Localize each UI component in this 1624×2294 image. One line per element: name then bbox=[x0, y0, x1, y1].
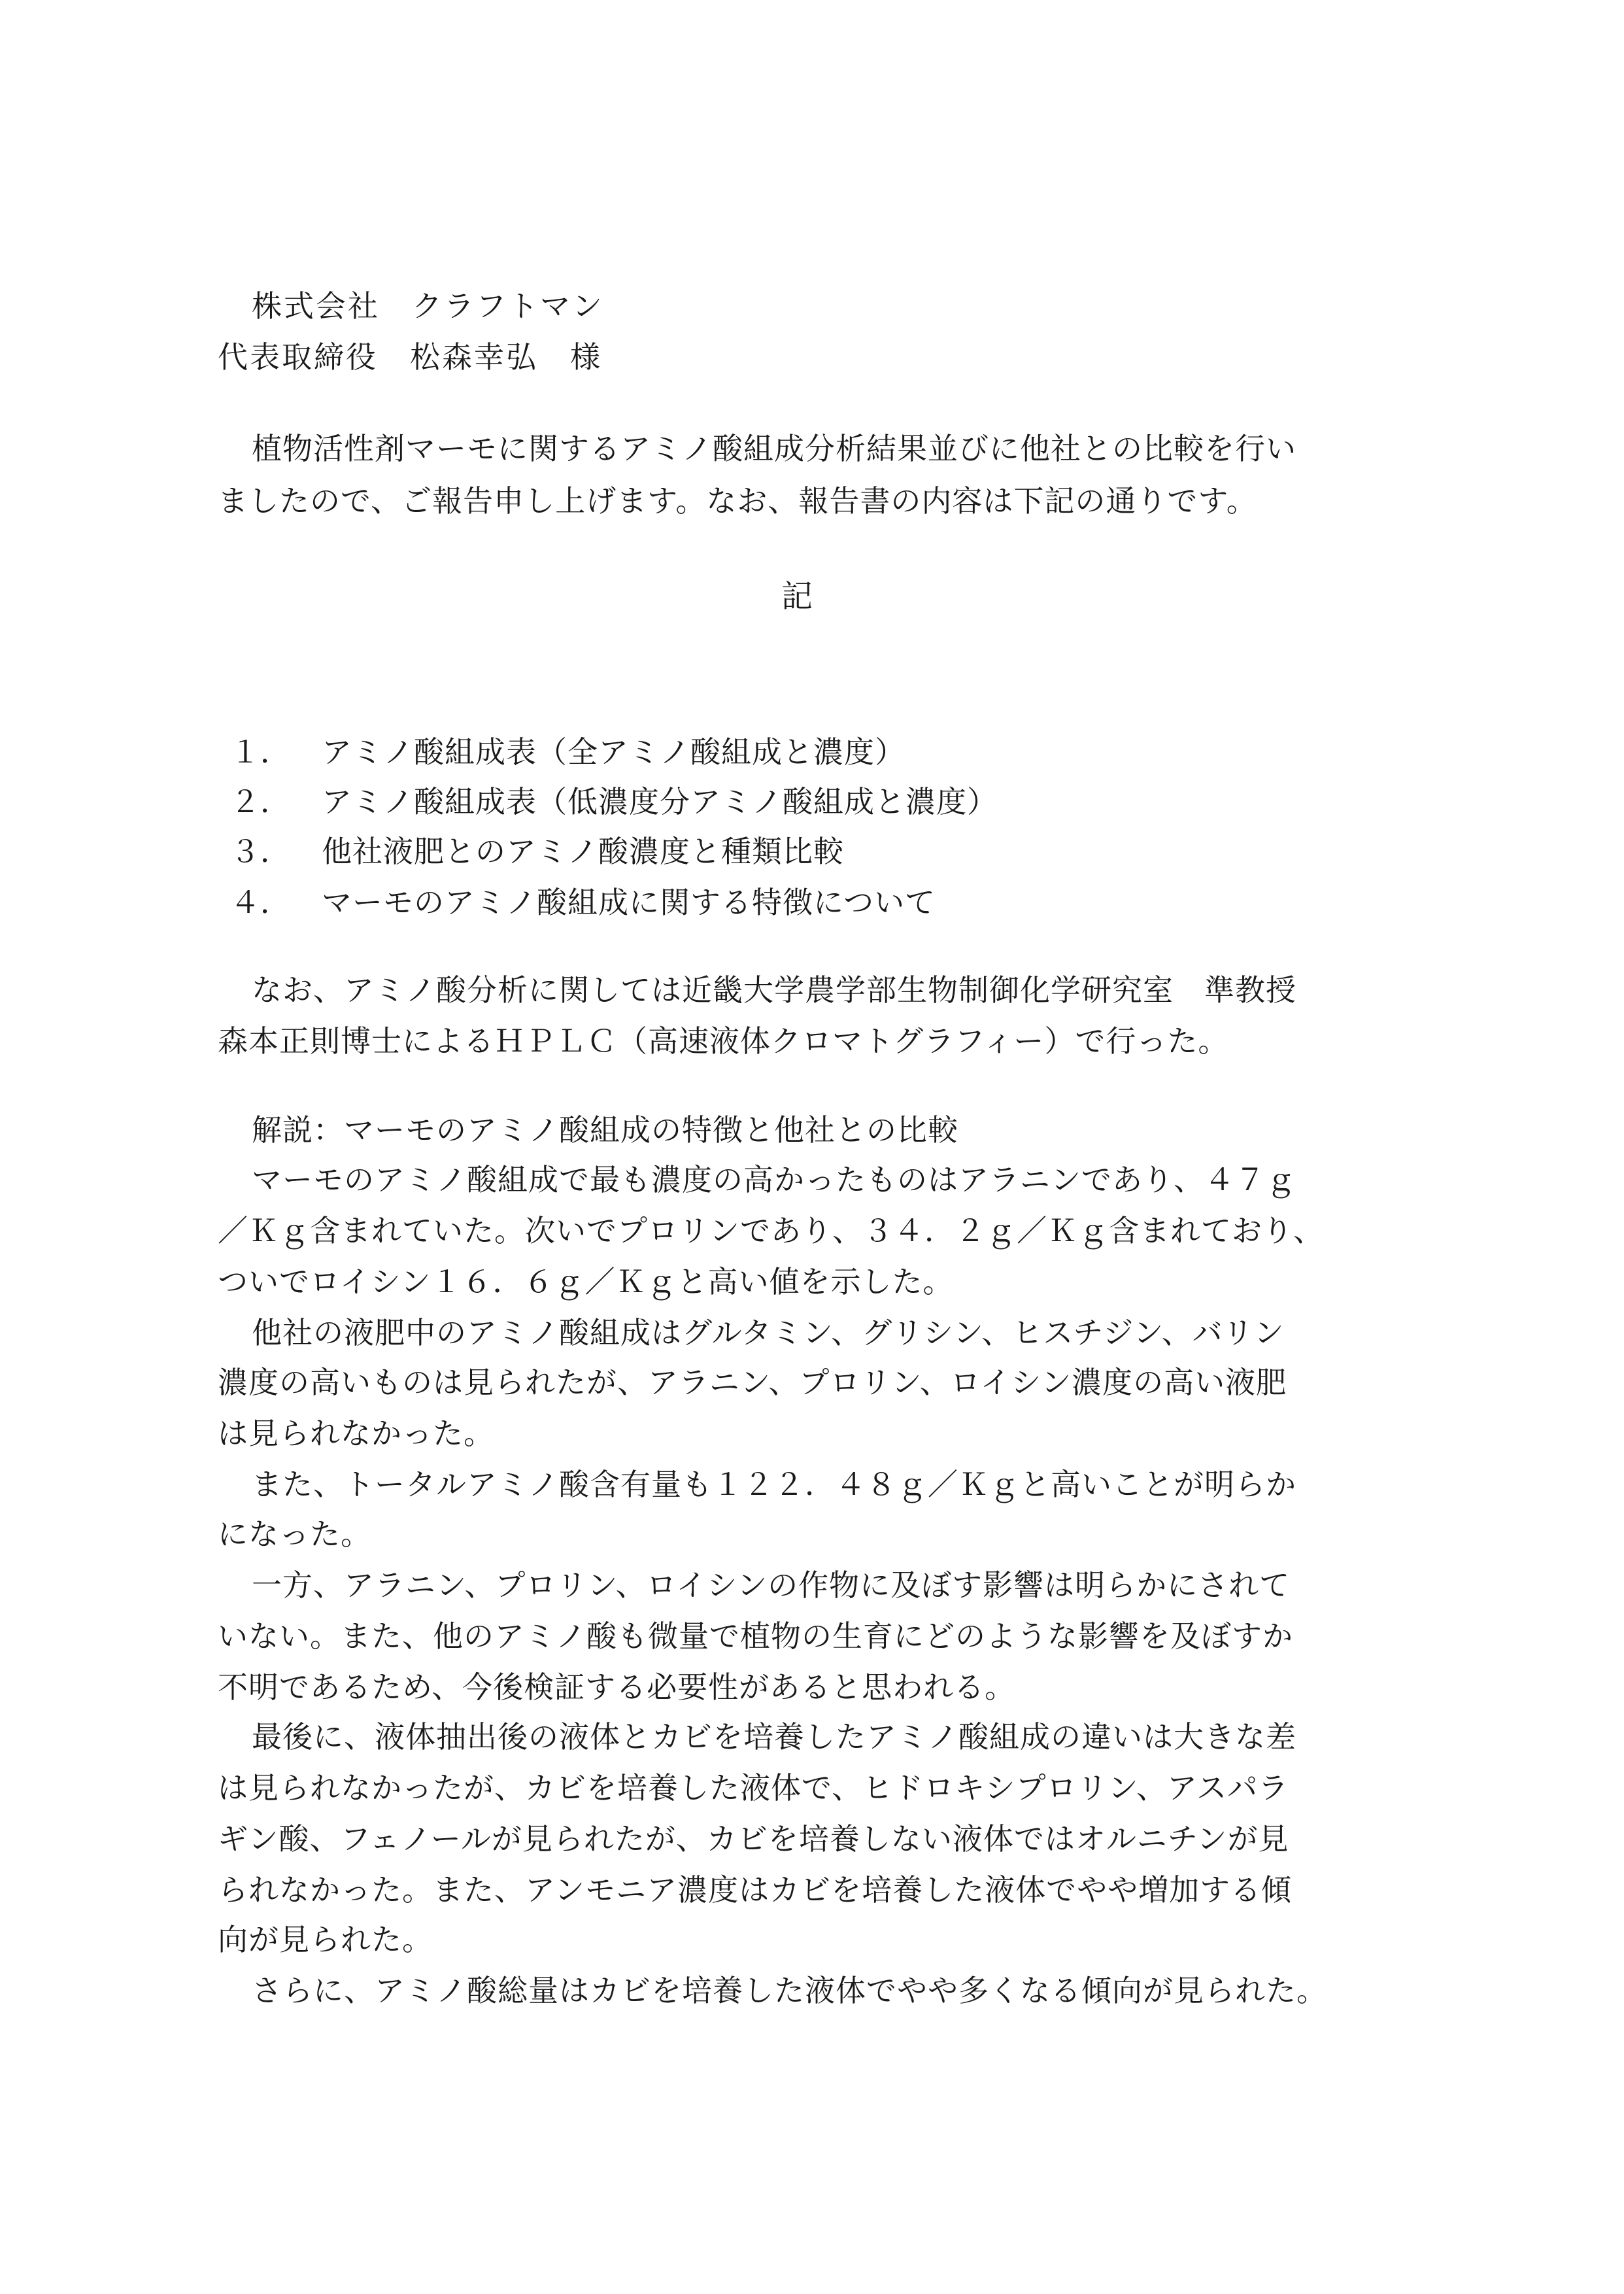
commentary-heading: 解説：マーモのアミノ酸組成の特徴と他社との比較 bbox=[252, 1112, 958, 1148]
commentary-line: さらに、アミノ酸総量はカビを培養した液体でやや多くなる傾向が見られた。 bbox=[252, 1973, 1327, 2008]
commentary-line: 濃度の高いものは見られたが、アラニン、プロリン、ロイシン濃度の高い液肥 bbox=[218, 1365, 1287, 1400]
commentary-line: ギン酸、フェノールが見られたが、カビを培養しない液体ではオルニチンが見 bbox=[218, 1821, 1289, 1857]
list-item-text: アミノ酸組成表（全アミノ酸組成と濃度） bbox=[322, 734, 905, 770]
ki-heading: 記 bbox=[781, 578, 814, 615]
commentary-line: 最後に、液体抽出後の液体とカビを培養したアミノ酸組成の違いは大きな差 bbox=[252, 1719, 1296, 1755]
list-item-text: 他社液肥とのアミノ酸濃度と種類比較 bbox=[322, 834, 844, 869]
commentary-line: いない。また、他のアミノ酸も微量で植物の生育にどのような影響を及ぼすか bbox=[218, 1618, 1293, 1654]
commentary-line: ／Ｋｇ含まれていた。次いでプロリンであり、３４．２ｇ／Ｋｇ含まれており、 bbox=[218, 1213, 1324, 1248]
commentary-line: 他社の液肥中のアミノ酸組成はグルタミン、グリシン、ヒスチジン、バリン bbox=[252, 1315, 1285, 1350]
intro-line-1: 植物活性剤マーモに関するアミノ酸組成分析結果並びに他社との比較を行い bbox=[252, 431, 1296, 466]
commentary-line: 向が見られた。 bbox=[218, 1922, 433, 1957]
note-line-2: 森本正則博士によるＨＰＬＣ（高速液体クロマトグラフィー）で行った。 bbox=[218, 1023, 1229, 1059]
addressee-company: 株式会社 クラフトマン bbox=[252, 288, 604, 324]
commentary-line: は見られなかったが、カビを培養した液体で、ヒドロキシプロリン、アスパラ bbox=[218, 1770, 1289, 1806]
commentary-line: 不明であるため、今後検証する必要性があると思われる。 bbox=[218, 1669, 1016, 1705]
commentary-line: マーモのアミノ酸組成で最も濃度の高かったものはアラニンであり、４７ｇ bbox=[252, 1162, 1296, 1197]
commentary-line: になった。 bbox=[218, 1516, 371, 1552]
list-item-number: ２． bbox=[230, 784, 290, 819]
commentary-line: ついでロイシン１６．６ｇ／Ｋｇと高い値を示した。 bbox=[218, 1264, 954, 1299]
commentary-line: また、トータルアミノ酸含有量も１２２．４８ｇ／Ｋｇと高いことが明らか bbox=[252, 1467, 1296, 1502]
commentary-line: 一方、アラニン、プロリン、ロイシンの作物に及ぼす影響は明らかにされて bbox=[252, 1567, 1291, 1603]
commentary-line: られなかった。また、アンモニア濃度はカビを培養した液体でやや増加する傾 bbox=[218, 1872, 1293, 1908]
note-line-1: なお、アミノ酸分析に関しては近畿大学農学部生物制御化学研究室 準教授 bbox=[252, 972, 1296, 1008]
list-item-number: ４． bbox=[230, 885, 290, 920]
commentary-line: は見られなかった。 bbox=[218, 1416, 494, 1451]
list-item-text: マーモのアミノ酸組成に関する特徴について bbox=[322, 885, 936, 920]
intro-line-2: ましたので、ご報告申し上げます。なお、報告書の内容は下記の通りです。 bbox=[218, 483, 1257, 519]
list-item-text: アミノ酸組成表（低濃度分アミノ酸組成と濃度） bbox=[322, 784, 998, 819]
addressee-recipient: 代表取締役 松森幸弘 様 bbox=[218, 339, 602, 375]
list-item-number: ３． bbox=[230, 834, 290, 869]
list-item-number: １． bbox=[230, 734, 290, 770]
